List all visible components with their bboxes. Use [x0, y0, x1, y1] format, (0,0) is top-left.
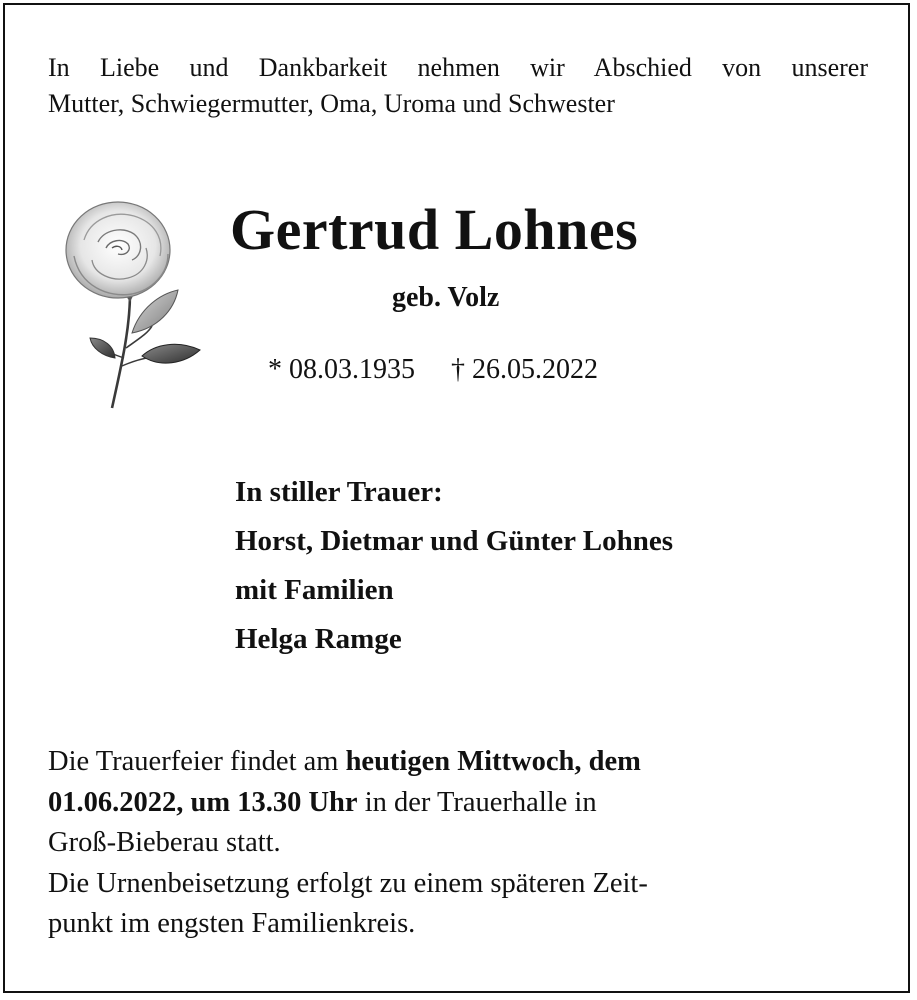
mourners-heading: In stiller Trauer:: [235, 476, 443, 508]
service-line-2-text: in der Trauerhalle in: [357, 786, 597, 818]
service-day: heutigen Mittwoch, dem: [345, 746, 641, 777]
service-line-3: Groß-Bieberau statt.: [48, 827, 281, 858]
service-line-1: [48, 742, 798, 783]
death-date: † 26.05.2022: [451, 354, 598, 385]
mourners-line-2: mit Familien: [235, 574, 394, 606]
birth-date: * 08.03.1935: [268, 354, 415, 385]
intro-text: [48, 50, 868, 122]
rose-icon: [60, 198, 205, 413]
service-line-5: punkt im engsten Familienkreis.: [48, 908, 416, 939]
life-dates: [268, 350, 598, 390]
service-line-2: [48, 783, 798, 824]
deceased-name: Gertrud Lohnes: [230, 197, 639, 262]
mourners-line-1: Horst, Dietmar und Günter Lohnes: [235, 525, 673, 557]
mourners-line-3: Helga Ramge: [235, 623, 402, 655]
service-line-1-text: Die Trauerfeier findet am: [48, 746, 346, 777]
service-line-4: Die Urnenbeisetzung erfolgt zu einem späteren Zeit-: [48, 867, 648, 899]
service-info: [48, 742, 798, 945]
mourners-block: [235, 468, 673, 664]
service-datetime: 01.06.2022, um 13.30 Uhr: [48, 786, 358, 818]
maiden-name: geb. Volz: [392, 282, 500, 313]
intro-line-1: In Liebe und Dankbarkeit nehmen wir Abschied von unserer: [48, 53, 868, 82]
intro-line-2: Mutter, Schwiegermutter, Oma, Uroma und Schwester: [48, 89, 615, 118]
